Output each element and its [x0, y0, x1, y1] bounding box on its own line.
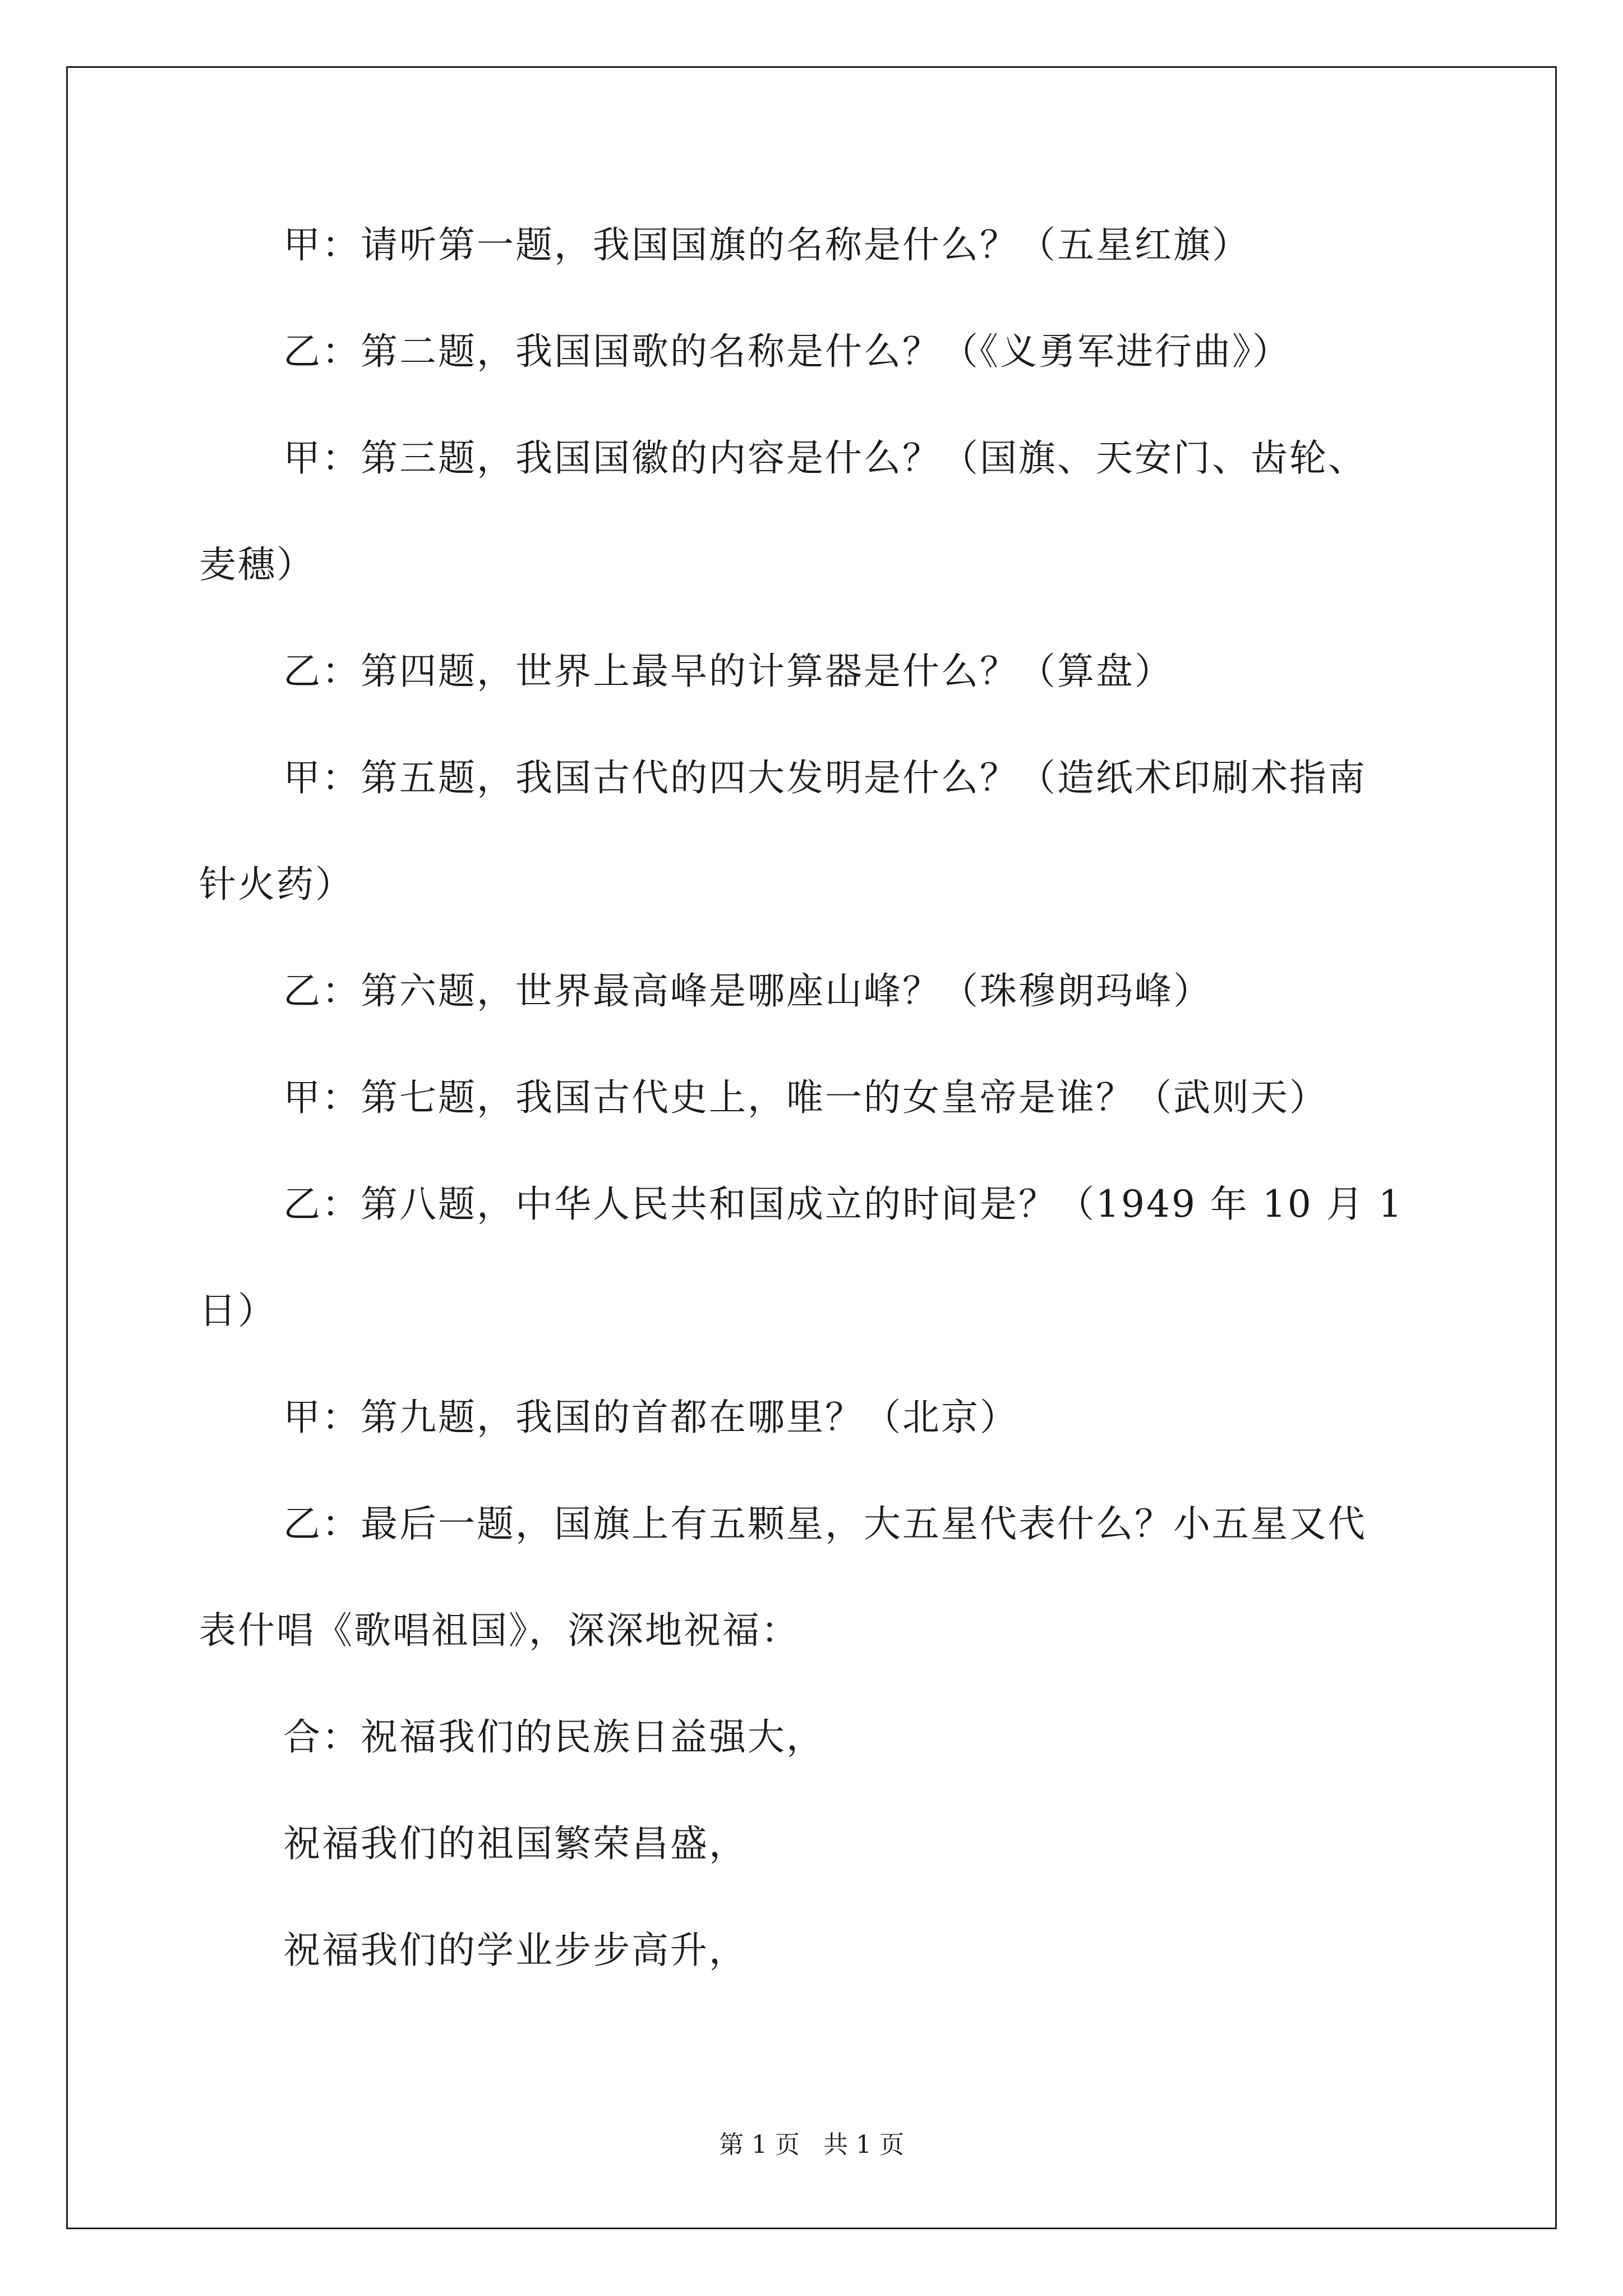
dialogue-line: 甲：第三题，我国国徽的内容是什么？（国旗、天安门、齿轮、: [283, 436, 1367, 480]
dialogue-line: 合：祝福我们的民族日益强大，: [283, 1715, 825, 1759]
dialogue-line: 甲：请听第一题，我国国旗的名称是什么？（五星红旗）: [283, 223, 1251, 266]
dialogue-line: 乙：第八题，中华人民共和国成立的时间是？（1949 年 10 月 1: [283, 1182, 1404, 1226]
dialogue-line: 乙：第二题，我国国歌的名称是什么？（《义勇军进行曲》）: [283, 330, 1291, 373]
dialogue-line: 乙：第四题，世界上最早的计算器是什么？（算盘）: [283, 650, 1173, 693]
dialogue-line: 甲：第九题，我国的首都在哪里？（北京）: [283, 1396, 1018, 1439]
dialogue-line: 甲：第五题，我国古代的四大发明是什么？（造纸术印刷术指南: [283, 756, 1367, 799]
dialogue-line: 祝福我们的祖国繁荣昌盛，: [283, 1822, 748, 1865]
dialogue-line-continuation: 针火药）: [199, 863, 354, 906]
dialogue-line: 乙：最后一题，国旗上有五颗星，大五星代表什么？小五星又代: [283, 1502, 1367, 1545]
dialogue-line-continuation: 麦穗）: [199, 543, 315, 586]
page-footer: 第 1 页 共 1 页: [719, 2131, 904, 2159]
dialogue-line: 祝福我们的学业步步高升，: [283, 1929, 748, 1972]
dialogue-line: 甲：第七题，我国古代史上，唯一的女皇帝是谁？（武则天）: [283, 1076, 1328, 1119]
document-body: [199, 219, 1433, 2031]
dialogue-line-continuation: 日）: [199, 1289, 276, 1332]
dialogue-line: 乙：第六题，世界最高峰是哪座山峰？（珠穆朗玛峰）: [283, 969, 1212, 1013]
dialogue-line-continuation: 表什唱《歌唱祖国》，深深地祝福：: [199, 1609, 800, 1652]
